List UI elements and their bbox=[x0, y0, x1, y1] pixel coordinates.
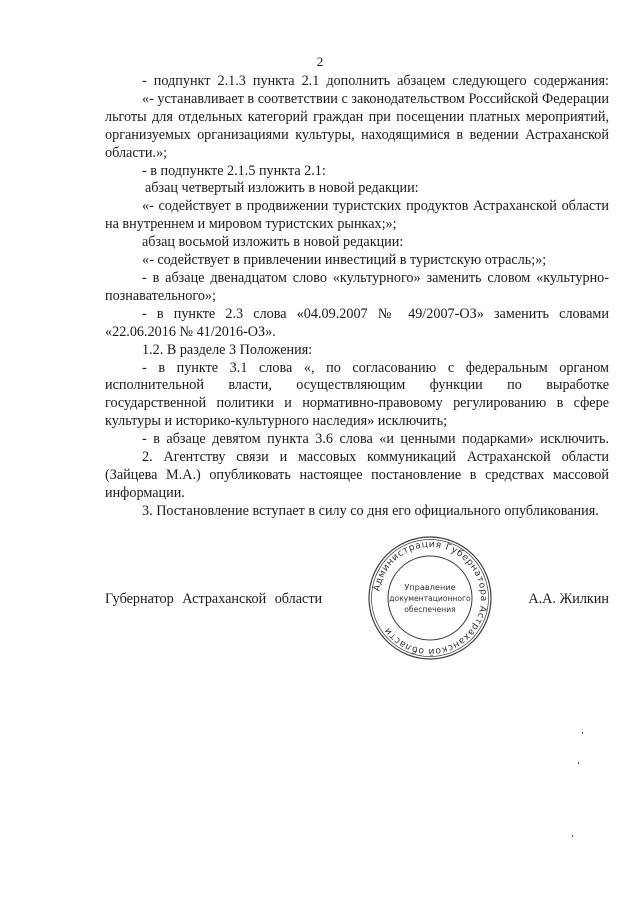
paragraph: «- устанавливает в соответствии с законодательством Российской Федерации льготы для отдельных категорий граждан при посещении платных мероприятий, организуемых организациями культуры, находящимися в ведении Астраханской области.»; bbox=[105, 90, 609, 161]
document-body bbox=[105, 73, 609, 521]
paragraph: 1.2. В разделе 3 Положения: bbox=[142, 341, 313, 358]
paragraph: абзац четвертый изложить в новой редакции: bbox=[145, 180, 419, 197]
signatory-position: Губернатор Астраханской области bbox=[105, 591, 323, 607]
paragraph: - в подпункте 2.1.5 пункта 2.1: bbox=[142, 162, 326, 179]
paragraph: абзац восьмой изложить в новой редакции: bbox=[142, 234, 404, 251]
page-number: 2 bbox=[316, 54, 324, 69]
seal-outer-text: Администрация Губернатора Астраханской области bbox=[371, 538, 490, 658]
paragraph: «- содействует в продвижении туристских продуктов Астраханской области на внутреннем и мировом туристских рынках;»; bbox=[105, 198, 609, 233]
scan-speck bbox=[578, 762, 579, 764]
seal-inner-line: Управление bbox=[404, 582, 456, 592]
official-seal bbox=[366, 534, 494, 662]
paragraph: - в абзаце двенадцатом слово «культурного» заменить словом «культурно-познавательного»; bbox=[105, 269, 609, 304]
scan-speck bbox=[572, 835, 573, 837]
paragraph: 3. Постановление вступает в силу со дня его официального опубликования. bbox=[142, 502, 599, 519]
paragraph: - в пункте 2.3 слова «04.09.2007 № 49/2007-ОЗ» заменить словами «22.06.2016 № 41/2016-ОЗ». bbox=[105, 305, 609, 340]
seal-inner-line: обеспечения bbox=[404, 605, 456, 614]
scan-speck bbox=[582, 732, 583, 734]
paragraph: 2. Агентству связи и массовых коммуникаций Астраханской области (Зайцева М.А.) опубликовать настоящее постановление в средствах массовой информации. bbox=[105, 449, 609, 501]
paragraph: - в пункте 3.1 слова «, по согласованию с федеральным органом исполнительной власти, осуществляющим функции по выработке государственной политики и нормативно-правовому регулированию в сфере культуры и историко-культурного наследия» исключить; bbox=[105, 359, 609, 430]
signatory-name: А.А. Жилкин bbox=[528, 591, 609, 607]
paragraph: - подпункт 2.1.3 пункта 2.1 дополнить абзацем следующего содержания: bbox=[142, 73, 609, 89]
paragraph: - в абзаце девятом пункта 3.6 слова «и ценными подарками» исключить. bbox=[142, 431, 609, 448]
seal-inner-line: документационного bbox=[389, 594, 471, 603]
paragraph: «- содействует в привлечении инвестиций в туристскую отрасль;»; bbox=[142, 252, 547, 269]
